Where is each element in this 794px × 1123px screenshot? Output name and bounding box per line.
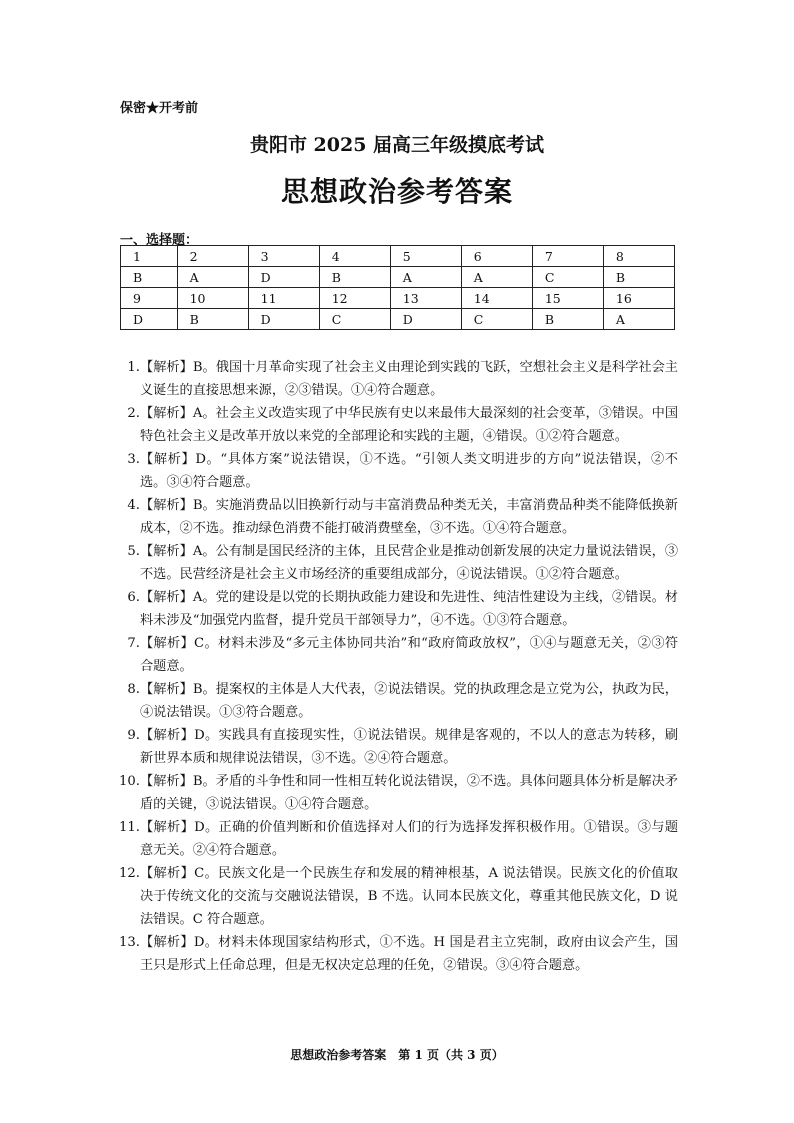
explanation-tag: 【解析】 <box>140 544 193 559</box>
explanation-body <box>140 494 678 540</box>
table-cell: D <box>248 309 319 330</box>
table-cell: 2 <box>177 246 248 267</box>
explanation-tag: 【解析】 <box>140 452 196 467</box>
explanation-item <box>118 586 678 632</box>
explanation-item <box>118 816 678 862</box>
table-cell: D <box>121 309 178 330</box>
explanation-body <box>140 356 678 402</box>
table-cell: 7 <box>532 246 603 267</box>
explanation-body <box>140 678 678 724</box>
explanation-item <box>118 540 678 586</box>
explanation-body <box>140 770 678 816</box>
table-cell: A <box>390 267 461 288</box>
explanation-item <box>118 862 678 931</box>
explanation-item <box>118 678 678 724</box>
explanation-item <box>118 724 678 770</box>
explanation-text: D。实践具有直接现实性，①说法错误。规律是客观的，不以人的意志为转移，刷新世界本质和规律说法错误，③不选。②④符合题意。 <box>140 728 679 766</box>
table-row <box>121 267 675 288</box>
explanation-text: B。实施消费品以旧换新行动与丰富消费品种类无关，丰富消费品种类不能降低换新成本，②不选。推动绿色消费不能打破消费壁垒，③不选。①④符合题意。 <box>140 498 678 536</box>
table-cell: 8 <box>603 246 674 267</box>
explanation-item <box>118 402 678 448</box>
explanation-text: B。矛盾的斗争性和同一性相互转化说法错误，②不选。具体问题具体分析是解决矛盾的关键，③说法错误。①④符合题意。 <box>140 774 678 812</box>
explanation-item <box>118 448 678 494</box>
explanation-number: 8. <box>127 682 140 697</box>
table-cell: 12 <box>319 288 390 309</box>
page-footer: 思想政治参考答案 第 1 页（共 3 页） <box>290 1048 504 1062</box>
explanation-number: 4. <box>127 498 140 513</box>
explanation-body <box>140 632 678 678</box>
explanation-text: A。公有制是国民经济的主体，且民营企业是推动创新发展的决定力量说法错误，③不选。民营经济是社会主义市场经济的重要组成部分，④说法错误。①②符合题意。 <box>140 544 679 582</box>
table-cell: 6 <box>461 246 532 267</box>
explanation-number: 13. <box>119 935 140 950</box>
explanation-tag: 【解析】 <box>140 774 193 789</box>
table-cell: C <box>532 267 603 288</box>
explanation-text: D。“具体方案”说法错误，①不选。“引领人类文明进步的方向”说法错误，②不选。③④符合题意。 <box>140 452 678 490</box>
table-cell: 10 <box>177 288 248 309</box>
explanation-body <box>140 540 678 586</box>
table-cell: B <box>121 267 178 288</box>
confidential-mark: 保密★开考前 <box>120 101 199 116</box>
table-cell: 16 <box>603 288 674 309</box>
table-cell: A <box>177 267 248 288</box>
explanation-item <box>118 770 678 816</box>
table-cell: B <box>603 267 674 288</box>
explanation-tag: 【解析】 <box>140 498 193 513</box>
table-cell: 11 <box>248 288 319 309</box>
table-cell: 9 <box>121 288 178 309</box>
table-row <box>121 246 675 267</box>
table-cell: 5 <box>390 246 461 267</box>
table-cell: B <box>177 309 248 330</box>
explanation-list <box>118 356 678 977</box>
table-cell: D <box>248 267 319 288</box>
explanation-item <box>118 494 678 540</box>
explanation-number: 3. <box>127 452 140 467</box>
section-label: 一、选择题： <box>120 233 199 248</box>
explanation-number: 2. <box>127 406 140 421</box>
explanation-tag: 【解析】 <box>140 636 195 651</box>
table-cell: 13 <box>390 288 461 309</box>
table-row <box>121 309 675 330</box>
table-cell: 3 <box>248 246 319 267</box>
explanation-tag: 【解析】 <box>140 935 194 950</box>
table-cell: A <box>461 267 532 288</box>
explanation-number: 12. <box>119 866 140 881</box>
table-cell: B <box>532 309 603 330</box>
table-cell: B <box>319 267 390 288</box>
explanation-text: A。社会主义改造实现了中华民族有史以来最伟大最深刻的社会变革，③错误。中国特色社会主义是改革开放以来党的全部理论和实践的主题，④错误。①②符合题意。 <box>140 406 679 444</box>
table-cell: 4 <box>319 246 390 267</box>
table-cell: A <box>603 309 674 330</box>
explanation-text: B。提案权的主体是人大代表，②说法错误。党的执政理念是立党为公，执政为民，④说法错误。①③符合题意。 <box>140 682 678 720</box>
explanation-number: 5. <box>127 544 140 559</box>
table-cell: 15 <box>532 288 603 309</box>
answer-table <box>120 245 675 330</box>
explanation-tag: 【解析】 <box>140 406 193 421</box>
explanation-body <box>140 862 678 931</box>
explanation-number: 7. <box>127 636 140 651</box>
explanation-tag: 【解析】 <box>140 728 195 743</box>
explanation-text: D。正确的价值判断和价值选择对人们的行为选择发挥积极作用。①错误。③与题意无关。②④符合题意。 <box>140 820 679 858</box>
explanation-item <box>118 931 678 977</box>
explanation-body <box>140 402 678 448</box>
explanation-number: 9. <box>127 728 140 743</box>
explanation-text: C。民族文化是一个民族生存和发展的精神根基，A 说法错误。民族文化的价值取决于传统文化的交流与交融说法错误，B 不选。认同本民族文化，尊重其他民族文化，D 说法错误。C 符合题意。 <box>140 866 678 927</box>
explanation-body <box>140 724 678 770</box>
explanation-body <box>140 448 678 494</box>
explanation-body <box>140 931 678 977</box>
table-cell: D <box>390 309 461 330</box>
table-cell: 14 <box>461 288 532 309</box>
explanation-body <box>140 816 678 862</box>
table-cell: C <box>319 309 390 330</box>
explanation-text: B。俄国十月革命实现了社会主义由理论到实践的飞跃，空想社会主义是科学社会主义诞生的直接思想来源，②③错误。①④符合题意。 <box>140 360 678 398</box>
explanation-item <box>118 632 678 678</box>
explanation-tag: 【解析】 <box>140 360 193 375</box>
explanation-tag: 【解析】 <box>140 590 193 605</box>
explanation-tag: 【解析】 <box>140 682 193 697</box>
explanation-tag: 【解析】 <box>140 866 195 881</box>
explanation-number: 10. <box>119 774 140 789</box>
explanation-number: 1. <box>127 360 140 375</box>
explanation-number: 11. <box>119 820 140 835</box>
explanation-text: C。材料未涉及“多元主体协同共治”和“政府简政放权”，①④与题意无关，②③符合题意。 <box>140 636 679 674</box>
exam-title: 贵阳市 2025 届高三年级摸底考试 <box>249 134 545 156</box>
table-row <box>121 288 675 309</box>
table-cell: 1 <box>121 246 178 267</box>
table-cell: C <box>461 309 532 330</box>
subject-title: 思想政治参考答案 <box>280 175 513 208</box>
explanation-body <box>140 586 678 632</box>
explanation-text: A。党的建设是以党的长期执政能力建设和先进性、纯洁性建设为主线，②错误。材料未涉及“加强党内监督，提升党员干部领导力”，④不选。①③符合题意。 <box>140 590 679 628</box>
explanation-number: 6. <box>127 590 140 605</box>
explanation-item <box>118 356 678 402</box>
explanation-text: D。材料未体现国家结构形式，①不选。H 国是君主立宪制，政府由议会产生，国王只是形式上任命总理，但是无权决定总理的任免，②错误。③④符合题意。 <box>140 935 679 973</box>
explanation-tag: 【解析】 <box>140 820 195 835</box>
